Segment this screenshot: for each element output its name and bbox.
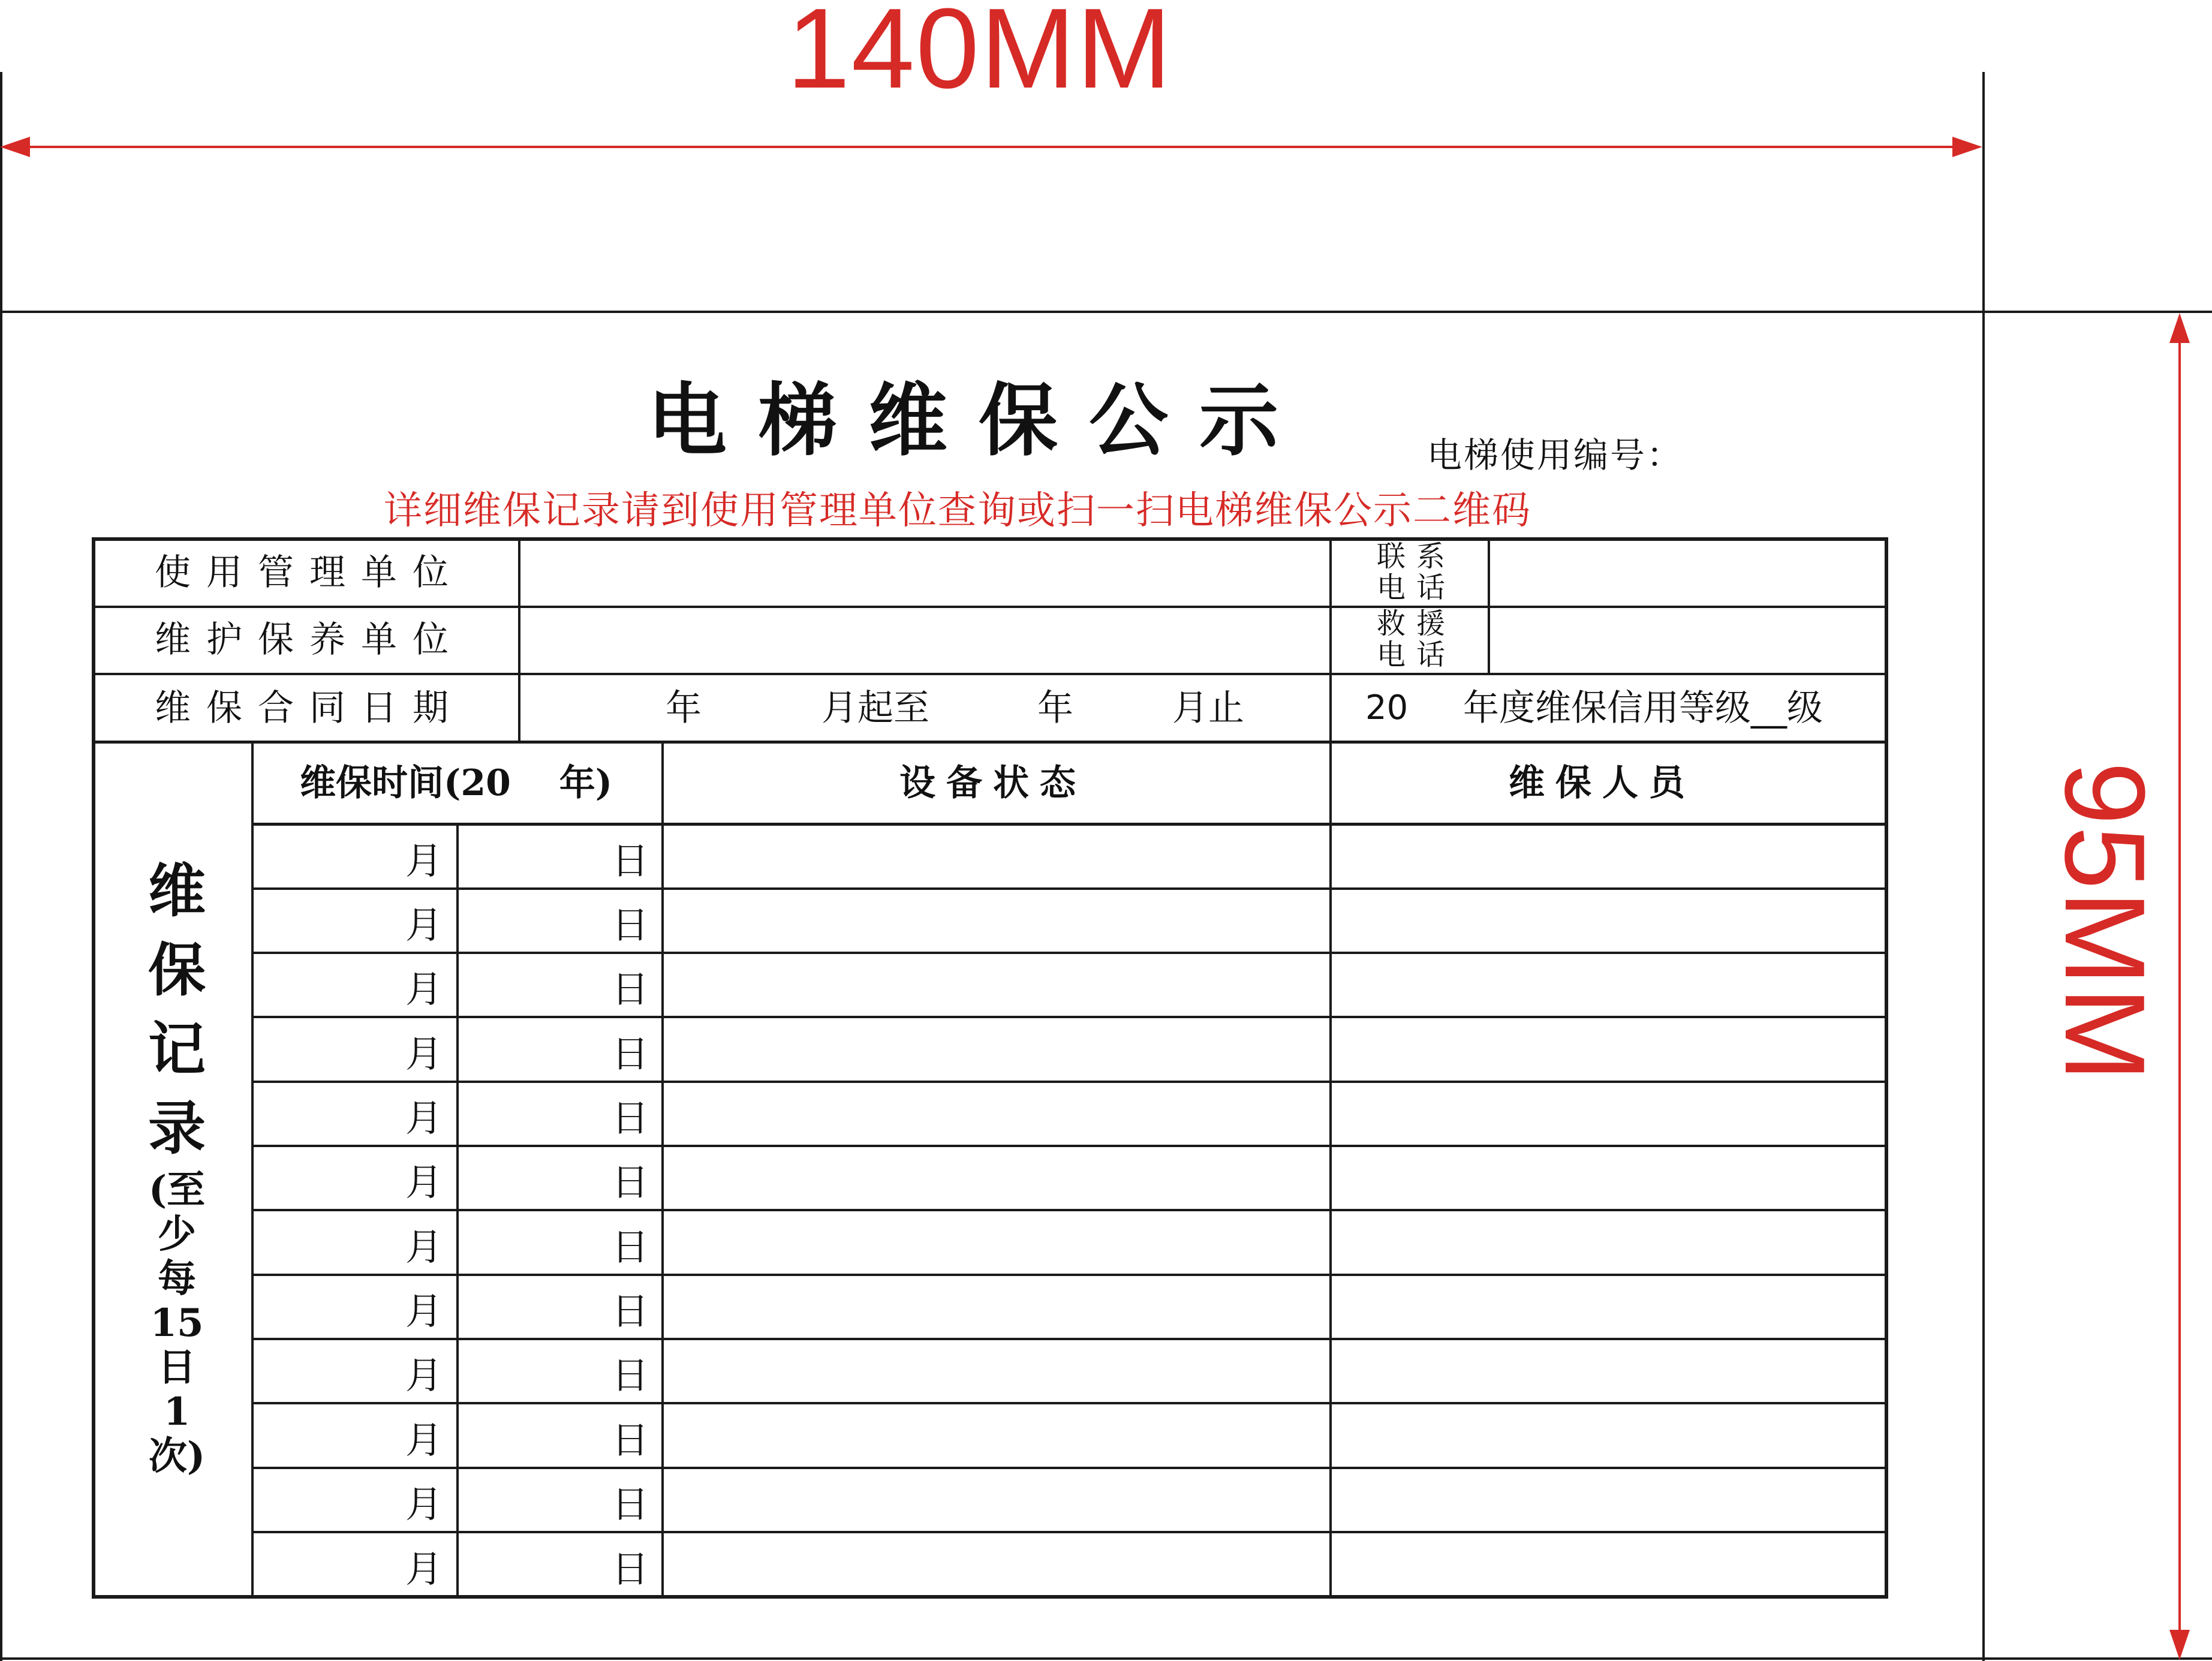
info-row-divider xyxy=(92,673,1888,675)
contact-phone-label xyxy=(1377,541,1456,603)
side-note-char: 15 xyxy=(150,1301,204,1346)
height-dimension-arrow xyxy=(2165,313,2195,1660)
row-day-label: 日 xyxy=(612,839,649,883)
credit-rating-text: 年度维保信用等级__级 xyxy=(1463,687,1823,729)
row-day-label: 日 xyxy=(612,1418,649,1462)
row-day-label: 日 xyxy=(612,1289,649,1333)
side-title-char: 保 xyxy=(148,936,206,1004)
credit-year-prefix: 20 xyxy=(1365,688,1409,727)
side-title-char: 录 xyxy=(148,1094,206,1162)
maintenance-records-side-title xyxy=(144,851,210,1479)
row-day-label: 日 xyxy=(612,1547,649,1591)
info-col-divider xyxy=(518,537,520,741)
row-month-label: 月 xyxy=(405,1482,443,1526)
contract-from: 月起至 xyxy=(821,687,929,729)
contract-date-label: 维保合同日期 xyxy=(155,687,464,729)
row-month-label: 月 xyxy=(405,1096,443,1140)
row-month-label: 月 xyxy=(405,1225,443,1269)
record-row-divider xyxy=(251,952,1888,954)
guide-top-line xyxy=(0,311,2212,313)
record-row-divider xyxy=(251,1338,1888,1340)
contact-phone-label-line1: 联系 xyxy=(1377,540,1456,573)
row-day-label: 日 xyxy=(612,967,649,1011)
row-month-label: 月 xyxy=(405,1289,443,1333)
record-row-divider xyxy=(251,1016,1888,1018)
row-month-label: 月 xyxy=(405,1032,443,1076)
info-col-divider xyxy=(1329,537,1332,741)
side-note-char: 次) xyxy=(148,1434,206,1479)
row-month-label: 月 xyxy=(405,1160,443,1204)
side-note-char: 少 xyxy=(158,1212,196,1257)
info-row-divider xyxy=(92,606,1888,608)
row-month-label: 月 xyxy=(405,1418,443,1462)
row-month-label: 月 xyxy=(405,1353,443,1397)
row-month-label: 月 xyxy=(405,903,443,947)
record-row-divider xyxy=(251,887,1888,890)
rescue-phone-label-line2: 电话 xyxy=(1377,638,1456,672)
management-unit-label: 使用管理单位 xyxy=(155,552,464,594)
record-row-divider xyxy=(251,1081,1888,1083)
maintenance-staff-header: 维保人员 xyxy=(1509,762,1696,804)
row-day-label: 日 xyxy=(612,1032,649,1076)
row-day-label: 日 xyxy=(612,1353,649,1397)
guide-bottom-line xyxy=(0,1657,2212,1660)
row-day-label: 日 xyxy=(612,1096,649,1140)
records-day-divider xyxy=(456,824,459,1599)
row-month-label: 月 xyxy=(405,839,443,883)
records-status-divider xyxy=(1329,741,1332,1599)
notice-subtitle: 详细维保记录请到使用管理单位查询或扫一扫电梯维保公示二维码 xyxy=(384,489,1531,533)
rescue-phone-label-line1: 救援 xyxy=(1377,607,1456,640)
row-day-label: 日 xyxy=(612,1160,649,1204)
row-month-label: 月 xyxy=(405,1547,443,1591)
records-time-divider xyxy=(661,741,664,1599)
record-row-divider xyxy=(251,1145,1888,1147)
contract-year-1: 年 xyxy=(666,687,702,729)
row-month-label: 月 xyxy=(405,967,443,1011)
side-title-char: 记 xyxy=(148,1015,206,1083)
records-header-bottom xyxy=(251,823,1888,826)
side-note-char: 1 xyxy=(163,1389,191,1434)
rescue-phone-label xyxy=(1377,608,1456,670)
height-dimension-label: 95MM xyxy=(2041,762,2168,1083)
side-note-char: 日 xyxy=(158,1345,196,1390)
row-day-label: 日 xyxy=(612,903,649,947)
contract-to: 月止 xyxy=(1172,687,1244,729)
info-col-divider xyxy=(1488,537,1490,674)
side-title-char: 维 xyxy=(148,857,206,925)
elevator-number-label: 电梯使用编号： xyxy=(1427,435,1684,476)
side-note-char: (至 xyxy=(148,1167,206,1212)
record-row-divider xyxy=(251,1209,1888,1211)
record-row-divider xyxy=(251,1274,1888,1276)
equipment-status-header: 设备状态 xyxy=(899,762,1087,804)
row-day-label: 日 xyxy=(612,1225,649,1269)
record-row-divider xyxy=(251,1531,1888,1533)
side-note-char: 每 xyxy=(158,1256,196,1301)
contract-year-2: 年 xyxy=(1037,687,1073,729)
row-day-label: 日 xyxy=(612,1482,649,1526)
maintenance-unit-label: 维护保养单位 xyxy=(155,619,464,661)
notice-title: 电梯维保公示 xyxy=(648,375,1310,467)
maintenance-time-header: 维保时间(20 年) xyxy=(300,762,613,804)
records-side-divider xyxy=(251,741,254,1599)
width-dimension-label: 140MM xyxy=(787,0,1173,112)
info-section-bottom xyxy=(92,741,1888,744)
record-row-divider xyxy=(251,1467,1888,1469)
width-dimension-arrow xyxy=(0,132,1991,162)
record-row-divider xyxy=(251,1402,1888,1404)
contact-phone-label-line2: 电话 xyxy=(1377,571,1456,604)
